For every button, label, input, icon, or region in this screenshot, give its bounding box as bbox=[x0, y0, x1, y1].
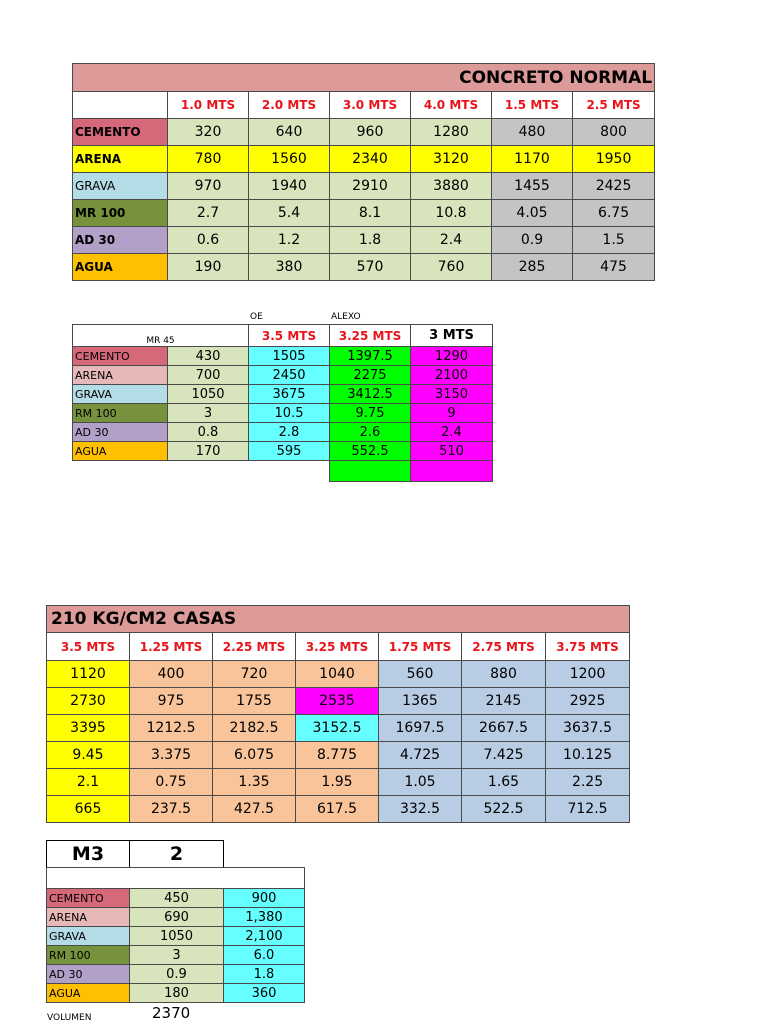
cell: 2925 bbox=[546, 688, 630, 715]
cell: 1280 bbox=[411, 119, 492, 146]
table-row bbox=[47, 715, 630, 742]
col-header: 4.0 MTS bbox=[411, 92, 492, 119]
cell: 9 bbox=[411, 404, 493, 423]
cell: 190 bbox=[168, 254, 249, 281]
col-header: 3.25 MTS bbox=[330, 325, 411, 347]
cell: 0.9 bbox=[130, 965, 224, 984]
cell: 1,380 bbox=[224, 908, 305, 927]
cell: 2182.5 bbox=[213, 715, 296, 742]
cell: 665 bbox=[47, 796, 130, 823]
casas-table bbox=[46, 605, 630, 823]
concreto-normal-table bbox=[72, 63, 655, 281]
table-row bbox=[73, 146, 655, 173]
cell: 617.5 bbox=[296, 796, 379, 823]
m3-header-table bbox=[46, 840, 224, 868]
row-label: AD 30 bbox=[73, 227, 168, 254]
row-label: ARENA bbox=[73, 366, 168, 385]
row-label: CEMENTO bbox=[73, 347, 168, 366]
table-row bbox=[73, 200, 655, 227]
table-row bbox=[73, 366, 493, 385]
cell: 1120 bbox=[47, 661, 130, 688]
table-row bbox=[47, 984, 305, 1003]
cell: 1040 bbox=[296, 661, 379, 688]
col-header: 3 MTS bbox=[411, 325, 493, 347]
cell: 2145 bbox=[462, 688, 546, 715]
cell: 1755 bbox=[213, 688, 296, 715]
blank-row bbox=[47, 868, 305, 889]
cell: 970 bbox=[168, 173, 249, 200]
cell: 0.9 bbox=[492, 227, 573, 254]
cell: 552.5 bbox=[330, 442, 411, 461]
cell: 1212.5 bbox=[130, 715, 213, 742]
row-label: AGUA bbox=[47, 984, 130, 1003]
cell: 6.0 bbox=[224, 946, 305, 965]
cell: 1.05 bbox=[379, 769, 462, 796]
cell: 1397.5 bbox=[330, 347, 411, 366]
blank-cell bbox=[411, 461, 493, 482]
cell: 4.05 bbox=[492, 200, 573, 227]
cell: 320 bbox=[168, 119, 249, 146]
cell: 480 bbox=[492, 119, 573, 146]
row-label: AGUA bbox=[73, 442, 168, 461]
blank-cell bbox=[249, 461, 330, 482]
cell: 0.6 bbox=[168, 227, 249, 254]
table-row bbox=[47, 908, 305, 927]
row-label: GRAVA bbox=[73, 385, 168, 404]
row-label: GRAVA bbox=[47, 927, 130, 946]
cell: 2100 bbox=[411, 366, 493, 385]
m3-table bbox=[46, 867, 305, 1003]
cell: 3675 bbox=[249, 385, 330, 404]
casas-title: 210 KG/CM2 CASAS bbox=[47, 606, 630, 633]
row-label: RM 100 bbox=[73, 404, 168, 423]
cell: 570 bbox=[330, 254, 411, 281]
row-label: CEMENTO bbox=[73, 119, 168, 146]
cell: 2340 bbox=[330, 146, 411, 173]
m3-label: M3 bbox=[47, 841, 130, 868]
cell: 640 bbox=[249, 119, 330, 146]
cell: 6.75 bbox=[573, 200, 655, 227]
cell: 475 bbox=[573, 254, 655, 281]
cell: 2.7 bbox=[168, 200, 249, 227]
table-row bbox=[47, 889, 305, 908]
cell: 1365 bbox=[379, 688, 462, 715]
cell: 237.5 bbox=[130, 796, 213, 823]
cell: 360 bbox=[224, 984, 305, 1003]
cell: 10.8 bbox=[411, 200, 492, 227]
table-row bbox=[47, 796, 630, 823]
row-label: ARENA bbox=[47, 908, 130, 927]
cell: 8.775 bbox=[296, 742, 379, 769]
cell: 2,100 bbox=[224, 927, 305, 946]
note-alexo: ALEXO bbox=[331, 312, 361, 322]
cell: 1050 bbox=[130, 927, 224, 946]
cell: 760 bbox=[411, 254, 492, 281]
table-row bbox=[73, 442, 493, 461]
cell: 960 bbox=[330, 119, 411, 146]
table-row bbox=[73, 173, 655, 200]
table-row bbox=[47, 927, 305, 946]
cell: 1290 bbox=[411, 347, 493, 366]
cell: 9.75 bbox=[330, 404, 411, 423]
cell: 430 bbox=[168, 347, 249, 366]
cell: 700 bbox=[168, 366, 249, 385]
mr45-label: MR 45 bbox=[73, 325, 249, 347]
cell: 1.8 bbox=[330, 227, 411, 254]
cell: 6.075 bbox=[213, 742, 296, 769]
cell: 1170 bbox=[492, 146, 573, 173]
cell: 2.4 bbox=[411, 423, 493, 442]
cell: 1697.5 bbox=[379, 715, 462, 742]
cell: 975 bbox=[130, 688, 213, 715]
cell: 8.1 bbox=[330, 200, 411, 227]
cell: 0.75 bbox=[130, 769, 213, 796]
cell: 3 bbox=[168, 404, 249, 423]
blank-cell bbox=[73, 461, 249, 482]
volumen-value: 2370 bbox=[152, 1004, 191, 1022]
cell: 1.65 bbox=[462, 769, 546, 796]
col-header: 2.25 MTS bbox=[213, 633, 296, 661]
row-label: AGUA bbox=[73, 254, 168, 281]
row-label: MR 100 bbox=[73, 200, 168, 227]
cell: 2275 bbox=[330, 366, 411, 385]
table-row bbox=[73, 119, 655, 146]
cell: 4.725 bbox=[379, 742, 462, 769]
table-row bbox=[73, 347, 493, 366]
table-row bbox=[47, 742, 630, 769]
row-label: GRAVA bbox=[73, 173, 168, 200]
cell: 780 bbox=[168, 146, 249, 173]
cell: 3637.5 bbox=[546, 715, 630, 742]
col-header: 1.5 MTS bbox=[492, 92, 573, 119]
cell: 2910 bbox=[330, 173, 411, 200]
cell: 900 bbox=[224, 889, 305, 908]
col-header: 3.5 MTS bbox=[249, 325, 330, 347]
row-label: ARENA bbox=[73, 146, 168, 173]
cell: 3150 bbox=[411, 385, 493, 404]
cell: 2667.5 bbox=[462, 715, 546, 742]
cell: 380 bbox=[249, 254, 330, 281]
cell: 690 bbox=[130, 908, 224, 927]
header-blank bbox=[73, 92, 168, 119]
cell: 180 bbox=[130, 984, 224, 1003]
col-header: 3.0 MTS bbox=[330, 92, 411, 119]
cell: 427.5 bbox=[213, 796, 296, 823]
col-header: 1.0 MTS bbox=[168, 92, 249, 119]
cell: 285 bbox=[492, 254, 573, 281]
cell: 1.35 bbox=[213, 769, 296, 796]
cell: 712.5 bbox=[546, 796, 630, 823]
cell: 2730 bbox=[47, 688, 130, 715]
cell: 3395 bbox=[47, 715, 130, 742]
cell: 3152.5 bbox=[296, 715, 379, 742]
table-row bbox=[47, 661, 630, 688]
cell: 7.425 bbox=[462, 742, 546, 769]
cell: 3120 bbox=[411, 146, 492, 173]
cell: 0.8 bbox=[168, 423, 249, 442]
table-row bbox=[73, 404, 493, 423]
cell: 880 bbox=[462, 661, 546, 688]
table-row bbox=[47, 946, 305, 965]
cell: 3 bbox=[130, 946, 224, 965]
table-row bbox=[73, 254, 655, 281]
cell: 1560 bbox=[249, 146, 330, 173]
col-header: 2.0 MTS bbox=[249, 92, 330, 119]
cell: 2.8 bbox=[249, 423, 330, 442]
cell: 170 bbox=[168, 442, 249, 461]
cell: 2.1 bbox=[47, 769, 130, 796]
table-row bbox=[73, 385, 493, 404]
cell: 2425 bbox=[573, 173, 655, 200]
cell: 1.2 bbox=[249, 227, 330, 254]
cell: 1.95 bbox=[296, 769, 379, 796]
row-label: RM 100 bbox=[47, 946, 130, 965]
cell: 2.25 bbox=[546, 769, 630, 796]
col-header: 1.25 MTS bbox=[130, 633, 213, 661]
cell: 560 bbox=[379, 661, 462, 688]
cell: 332.5 bbox=[379, 796, 462, 823]
volumen-label: VOLUMEN bbox=[47, 1013, 92, 1023]
col-header: 2.5 MTS bbox=[573, 92, 655, 119]
cell: 1505 bbox=[249, 347, 330, 366]
col-header: 3.25 MTS bbox=[296, 633, 379, 661]
cell: 595 bbox=[249, 442, 330, 461]
cell: 1.8 bbox=[224, 965, 305, 984]
cell: 9.45 bbox=[47, 742, 130, 769]
cell: 450 bbox=[130, 889, 224, 908]
table-row bbox=[73, 423, 493, 442]
cell: 1455 bbox=[492, 173, 573, 200]
cell: 10.125 bbox=[546, 742, 630, 769]
col-header: 3.75 MTS bbox=[546, 633, 630, 661]
cell: 400 bbox=[130, 661, 213, 688]
cell: 3.375 bbox=[130, 742, 213, 769]
cell: 10.5 bbox=[249, 404, 330, 423]
col-header: 1.75 MTS bbox=[379, 633, 462, 661]
cell: 1940 bbox=[249, 173, 330, 200]
cell: 1050 bbox=[168, 385, 249, 404]
cell: 1950 bbox=[573, 146, 655, 173]
m3-value: 2 bbox=[130, 841, 224, 868]
table-row bbox=[47, 965, 305, 984]
cell: 3880 bbox=[411, 173, 492, 200]
cell: 1.5 bbox=[573, 227, 655, 254]
table-row bbox=[47, 769, 630, 796]
cell: 522.5 bbox=[462, 796, 546, 823]
cell: 1200 bbox=[546, 661, 630, 688]
cell: 2535 bbox=[296, 688, 379, 715]
row-label: AD 30 bbox=[73, 423, 168, 442]
cell: 5.4 bbox=[249, 200, 330, 227]
concreto-normal-title: CONCRETO NORMAL bbox=[73, 64, 655, 92]
cell: 2.6 bbox=[330, 423, 411, 442]
cell: 800 bbox=[573, 119, 655, 146]
row-label: AD 30 bbox=[47, 965, 130, 984]
note-oe: OE bbox=[250, 312, 263, 322]
row-label: CEMENTO bbox=[47, 889, 130, 908]
table-row bbox=[73, 227, 655, 254]
cell: 2.4 bbox=[411, 227, 492, 254]
col-header: 3.5 MTS bbox=[47, 633, 130, 661]
col-header: 2.75 MTS bbox=[462, 633, 546, 661]
cell: 3412.5 bbox=[330, 385, 411, 404]
cell: 720 bbox=[213, 661, 296, 688]
cell: 510 bbox=[411, 442, 493, 461]
cell: 2450 bbox=[249, 366, 330, 385]
mr45-table bbox=[72, 324, 493, 482]
table-row bbox=[47, 688, 630, 715]
blank-cell bbox=[330, 461, 411, 482]
